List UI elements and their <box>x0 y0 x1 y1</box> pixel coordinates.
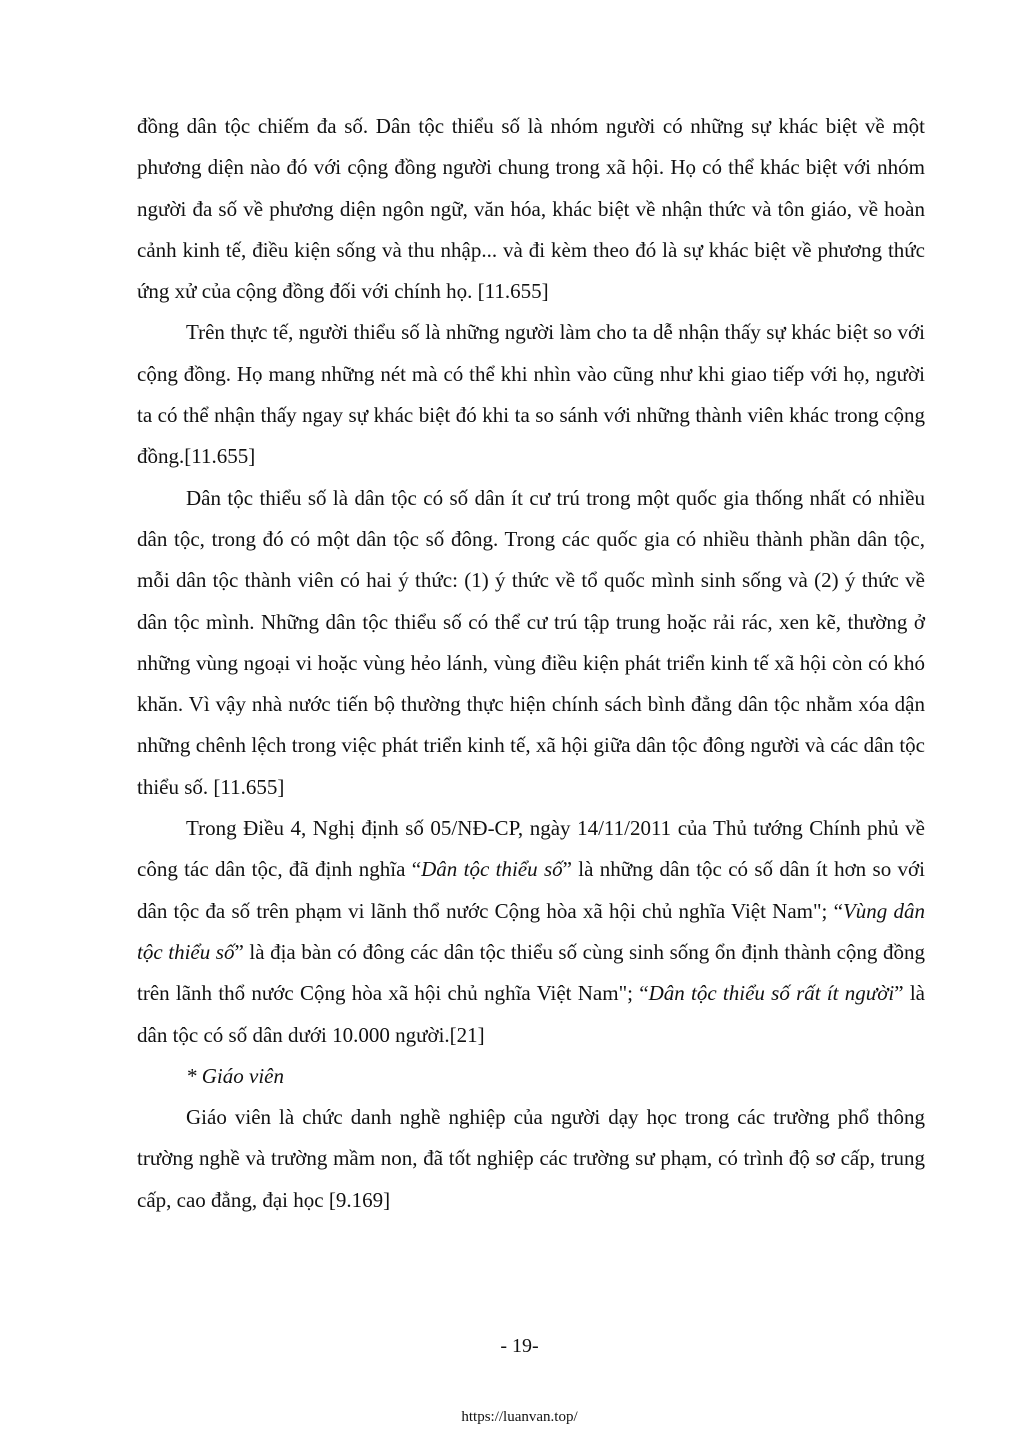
paragraph-decree-definition <box>137 808 925 1056</box>
term-ethnic-minority-area: Vùng dân tộc thiểu số <box>137 898 926 964</box>
footer-url: https://luanvan.top/ <box>461 1409 578 1425</box>
decree-text-3: ” là địa bàn có đông các dân tộc thiểu số cùng sinh sống ổn định thành cộng đồng trên lãnh thổ nước Cộng hòa xã hội chủ nghĩa Việt Nam"; “ <box>137 939 925 1006</box>
paragraph-minority-differences: Trên thực tế, người thiểu số là những người làm cho ta dễ nhận thấy sự khác biệt so với cộng đồng. Họ mang những nét mà có thể khi nhìn vào cũng như khi giao tiếp với họ, người ta có thể nhận thấy ngay sự khác biệt đó khi ta so sánh với những thành viên khác trong cộng đồng.[11.655] <box>137 320 925 469</box>
decree-text-4: ” là dân tộc có số dân dưới 10.000 người.[21] <box>137 981 925 1047</box>
document-page <box>137 106 925 1221</box>
term-ethnic-minority: Dân tộc thiểu số <box>421 857 563 882</box>
page-number: - 19- <box>500 1335 539 1357</box>
decree-text-1: Trong Điều 4, Nghị định số 05/NĐ-CP, ngày 14/11/2011 của Thủ tướng Chính phủ về công tác dân tộc, đã định nghĩa “ <box>137 816 925 882</box>
paragraph-teacher-definition: Giáo viên là chức danh nghề nghiệp của người dạy học trong các trường phổ thông trường nghề và trường mầm non, đã tốt nghiệp các trường sư phạm, có trình độ sơ cấp, trung cấp, cao đẳng, đại học [9.169] <box>137 1105 925 1212</box>
term-very-small-minority: Dân tộc thiểu số rất ít người <box>648 981 895 1006</box>
paragraph-minority-definition: Dân tộc thiểu số là dân tộc có số dân ít cư trú trong một quốc gia thống nhất có nhiều dân tộc, trong đó có một dân tộc số đông. Trong các quốc gia có nhiều thành phần dân tộc, mỗi dân tộc thành viên có hai ý thức: (1) ý thức về tổ quốc mình sinh sống và (2) ý thức về dân tộc mình. Những dân tộc thiểu số có thể cư trú tập trung hoặc rải rác, xen kẽ, thường ở những vùng ngoại vi hoặc vùng hẻo lánh, vùng điều kiện phát triển kinh tế xã hội còn có khó khăn. Vì vậy nhà nước tiến bộ thường thực hiện chính sách bình đẳng dân tộc nhằm xóa dận những chênh lệch trong việc phát triển kinh tế, xã hội giữa dân tộc đông người và các dân tộc thiểu số. [11.655] <box>137 485 925 799</box>
paragraph-continuation: đồng dân tộc chiếm đa số. Dân tộc thiểu số là nhóm người có những sự khác biệt về một phương diện nào đó với cộng đồng người chung trong xã hội. Họ có thể khác biệt với nhóm người đa số về phương diện ngôn ngữ, văn hóa, khác biệt về nhận thức và tôn giáo, về hoàn cảnh kinh tế, điều kiện sống và thu nhập... và đi kèm theo đó là sự khác biệt về phương thức ứng xử của cộng đồng đối với chính họ. [11.655] <box>137 114 925 304</box>
section-heading-teacher: * Giáo viên <box>186 1063 284 1088</box>
decree-text-2: ” là những dân tộc có số dân ít hơn so với dân tộc đa số trên phạm vi lãnh thổ nước Cộng hòa xã hội chủ nghĩa Việt Nam"; “ <box>137 857 925 923</box>
